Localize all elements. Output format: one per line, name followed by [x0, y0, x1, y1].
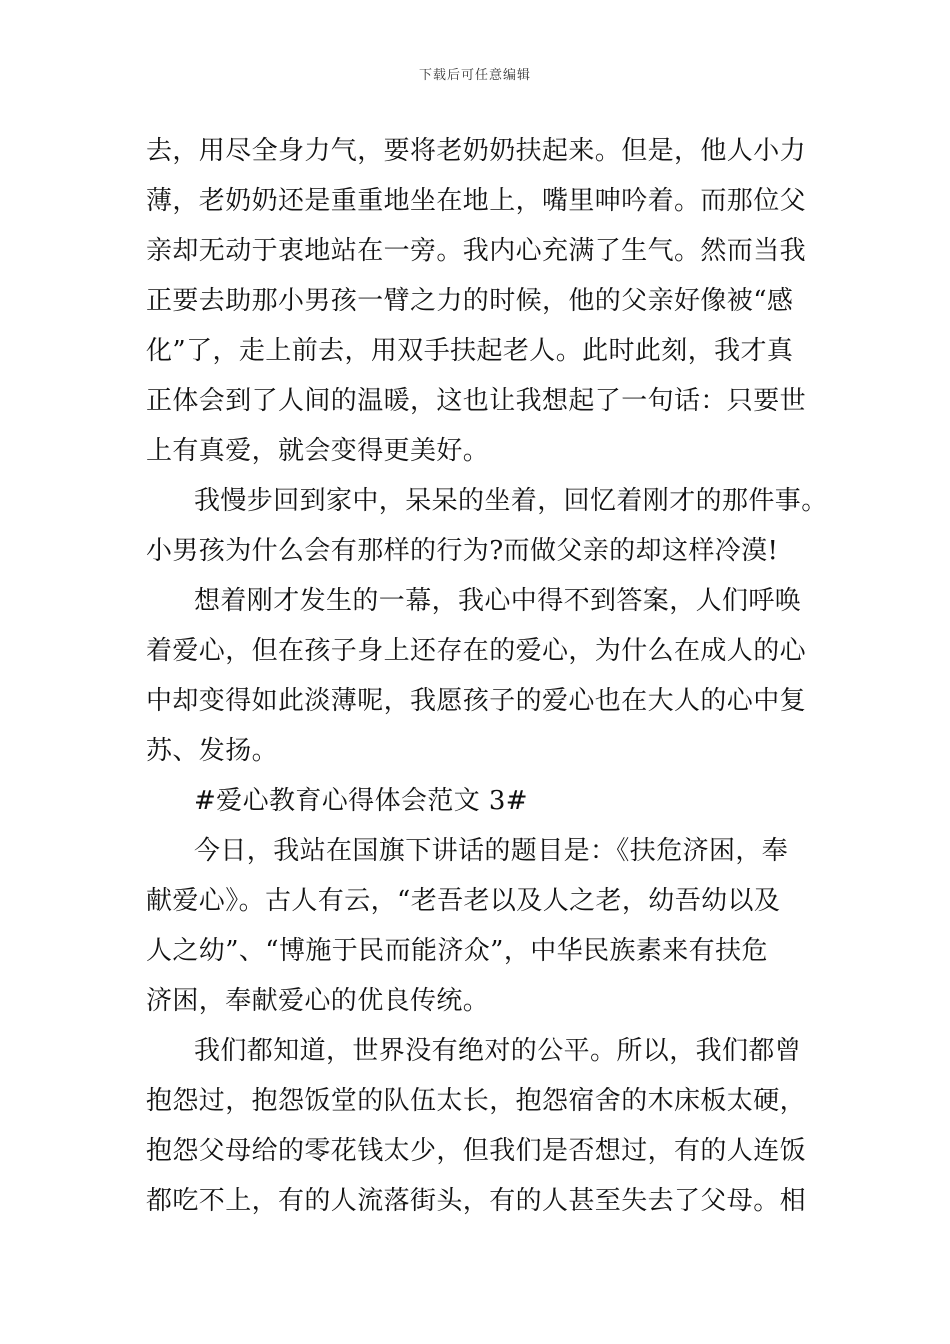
- document-body: [146, 126, 828, 1226]
- text-line: 济困，奉献爱心的优良传统。: [146, 986, 490, 1016]
- text-line: 亲却无动于衷地站在一旁。我内心充满了生气。然而当我: [146, 236, 807, 266]
- text-line: 上有真爱，就会变得更美好。: [146, 436, 490, 466]
- paragraph-start-line: 今日，我站在国旗下讲话的题目是：《扶危济困，奉: [194, 836, 789, 866]
- text-line: 人之幼”、“博施于民而能济众”，中华民族素来有扶危: [146, 936, 768, 966]
- paragraph-start-line: 我慢步回到家中，呆呆的坐着，回忆着刚才的那件事。: [194, 486, 828, 516]
- text-line: 去，用尽全身力气，要将老奶奶扶起来。但是，他人小力: [146, 136, 807, 166]
- text-line: 着爱心，但在孩子身上还存在的爱心，为什么在成人的心: [146, 636, 807, 666]
- page-header: 下载后可任意编辑: [418, 68, 531, 83]
- text-line: 小男孩为什么会有那样的行为?而做父亲的却这样冷漠!: [146, 536, 779, 566]
- text-line: 抱怨过，抱怨饭堂的队伍太长，抱怨宿舍的木床板太硬，: [146, 1086, 807, 1116]
- text-line: 献爱心》。古人有云，“老吾老以及人之老，幼吾幼以及: [146, 886, 781, 916]
- text-line: 薄，老奶奶还是重重地坐在地上，嘴里呻吟着。而那位父: [146, 186, 807, 216]
- text-line: 苏、发扬。: [146, 736, 279, 766]
- text-line: 抱怨父母给的零花钱太少，但我们是否想过，有的人连饭: [146, 1136, 807, 1166]
- text-line: 正要去助那小男孩一臂之力的时候，他的父亲好像被“感: [146, 286, 794, 316]
- paragraph-start-line: 想着刚才发生的一幕，我心中得不到答案，人们呼唤: [194, 586, 802, 616]
- text-line: 中却变得如此淡薄呢，我愿孩子的爱心也在大人的心中复: [146, 686, 807, 716]
- text-line: 都吃不上，有的人流落街头，有的人甚至失去了父母。相: [146, 1186, 807, 1216]
- text-line: 化”了，走上前去，用双手扶起老人。此时此刻，我才真: [146, 336, 794, 366]
- section-heading: #爱心教育心得体会范文 3#: [194, 786, 528, 816]
- paragraph-start-line: 我们都知道，世界没有绝对的公平。所以，我们都曾: [194, 1036, 802, 1066]
- text-line: 正体会到了人间的温暖，这也让我想起了一句话：只要世: [146, 386, 807, 416]
